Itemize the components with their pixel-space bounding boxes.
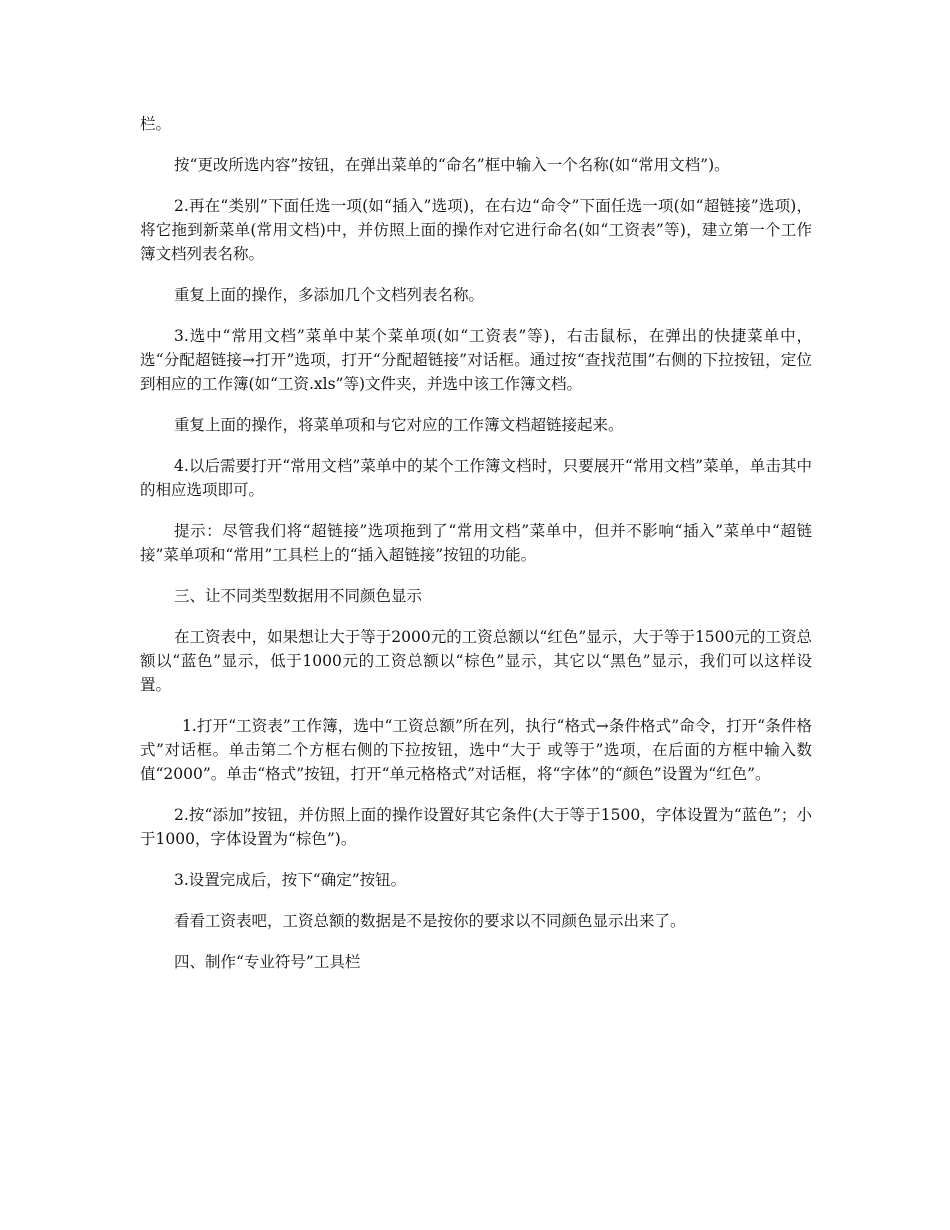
paragraph-color-step-1: 1.打开“工资表”工作簿，选中“工资总额”所在列，执行“格式→条件格式”命令，打开“条件格式”对话框。单击第二个方框右侧的下拉按钮，选中“大于 或等于”选项，在后面的方框中输入数值“2000”。单击“格式”按钮，打开“单元格格式”对话框，将“字体”的“颜色”设置为“红色”。 [140, 717, 812, 783]
paragraph-color-step-3: 3.设置完成后，按下“确定”按钮。 [174, 871, 407, 889]
document-body [140, 112, 812, 991]
paragraph-tip: 提示：尽管我们将“超链接”选项拖到了“常用文档”菜单中，但并不影响“插入”菜单中“超链接”菜单项和“常用”工具栏上的“插入超链接”按钮的功能。 [140, 522, 812, 564]
paragraph-color-intro: 在工资表中，如果想让大于等于2000元的工资总额以“红色”显示，大于等于1500元的工资总额以“蓝色”显示，低于1000元的工资总额以“棕色”显示，其它以“黑色”显示，我们可以这样设置。 [140, 628, 812, 694]
paragraph-step-3: 3.选中“常用文档”菜单中某个菜单项(如“工资表”等)，右击鼠标，在弹出的快捷菜单中，选“分配超链接→打开”选项，打开“分配超链接”对话框。通过按“查找范围”右侧的下拉按钮，定位到相应的工作簿(如“工资.xls”等)文件夹，并选中该工作簿文档。 [140, 327, 812, 393]
paragraph-step-4: 4.以后需要打开“常用文档”菜单中的某个工作簿文档时，只要展开“常用文档”菜单，单击其中的相应选项即可。 [140, 457, 812, 499]
paragraph-repeat-link: 重复上面的操作，将菜单项和与它对应的工作簿文档超链接起来。 [174, 416, 624, 434]
paragraph-continuation: 栏。 [140, 115, 172, 133]
paragraph-repeat-add: 重复上面的操作，多添加几个文档列表名称。 [174, 286, 485, 304]
section-heading-3: 三、让不同类型数据用不同颜色显示 [174, 587, 423, 605]
section-heading-4: 四、制作“专业符号”工具栏 [174, 953, 361, 971]
paragraph-step-2: 2.再在“类别”下面任选一项(如“插入”选项)，在右边“命令”下面任选一项(如“超链接”选项)，将它拖到新菜单(常用文档)中，并仿照上面的操作对它进行命名(如“工资表”等)，建立第一个工作簿文档列表名称。 [140, 197, 812, 263]
paragraph-rename-menu: 按“更改所选内容”按钮，在弹出菜单的“命名”框中输入一个名称(如“常用文档”)。 [174, 156, 730, 174]
paragraph-color-step-2: 2.按“添加”按钮，并仿照上面的操作设置好其它条件(大于等于1500，字体设置为“蓝色”；小于1000，字体设置为“棕色”)。 [140, 806, 812, 848]
paragraph-color-result: 看看工资表吧，工资总额的数据是不是按你的要求以不同颜色显示出来了。 [174, 912, 686, 930]
